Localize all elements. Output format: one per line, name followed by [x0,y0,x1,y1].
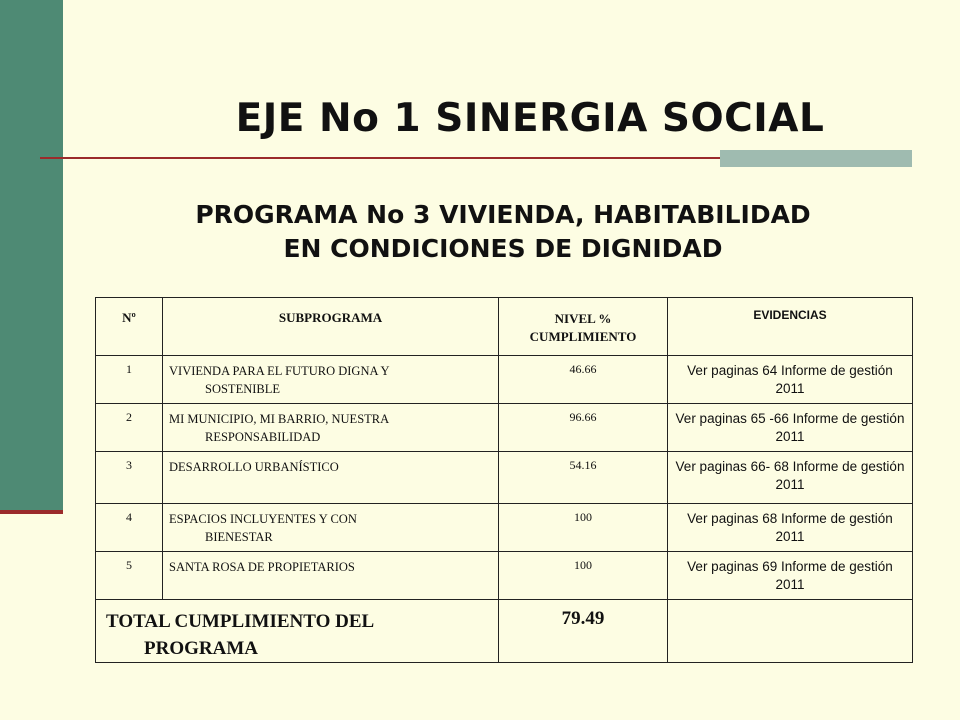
total-label-line-2: PROGRAMA [144,638,258,659]
subtitle-line-1: PROGRAMA No 3 VIVIENDA, HABITABILIDAD [195,200,811,229]
row-evidencia: Ver paginas 68 Informe de gestión 2011 [668,504,913,552]
row-nivel: 96.66 [499,404,668,452]
row-subprograma [163,404,499,452]
row-subprograma-line-2: SOSTENIBLE [205,382,280,396]
row-number: 4 [96,504,163,552]
row-subprograma-line-1: SANTA ROSA DE PROPIETARIOS [169,560,355,574]
header-nivel-line-2: CUMPLIMIENTO [529,329,637,344]
slide-subtitle [100,198,906,266]
side-accent-line [0,510,63,514]
side-accent-bar [0,0,63,512]
table-header-row [96,298,913,356]
table-row [96,504,913,552]
total-label-line-1: TOTAL CUMPLIMIENTO DEL [106,611,375,632]
table-row [96,356,913,404]
row-evidencia: Ver paginas 64 Informe de gestión 2011 [668,356,913,404]
row-subprograma-line-2: BIENESTAR [205,530,273,544]
header-nivel-line-1: NIVEL % [554,311,612,326]
row-number: 1 [96,356,163,404]
row-number: 5 [96,552,163,600]
row-subprograma-line-1: DESARROLLO URBANÍSTICO [169,460,339,474]
total-evidencia [668,600,913,663]
row-evidencia: Ver paginas 66- 68 Informe de gestión 2011 [668,452,913,504]
total-row [96,600,913,663]
table-row [96,404,913,452]
slide-title: EJE No 1 SINERGIA SOCIAL [235,96,825,141]
row-subprograma [163,504,499,552]
total-label [96,600,499,663]
row-subprograma [163,452,499,504]
row-evidencia: Ver paginas 65 -66 Informe de gestión 2011 [668,404,913,452]
header-nivel-cumplimiento [499,298,668,356]
total-value: 79.49 [499,600,668,663]
row-number: 3 [96,452,163,504]
row-nivel: 100 [499,504,668,552]
table-row [96,552,913,600]
header-subprograma: SUBPROGRAMA [163,298,499,356]
row-subprograma-line-1: MI MUNICIPIO, MI BARRIO, NUESTRA [169,412,390,426]
title-accent-block [720,150,912,167]
row-subprograma [163,356,499,404]
row-subprograma [163,552,499,600]
row-nivel: 54.16 [499,452,668,504]
row-nivel: 46.66 [499,356,668,404]
row-nivel: 100 [499,552,668,600]
row-number: 2 [96,404,163,452]
row-subprograma-line-1: ESPACIOS INCLUYENTES Y CON [169,512,357,526]
program-table [95,297,913,663]
header-evidencias: EVIDENCIAS [668,298,913,356]
row-evidencia: Ver paginas 69 Informe de gestión 2011 [668,552,913,600]
row-subprograma-line-2: RESPONSABILIDAD [205,430,321,444]
header-number: Nº [96,298,163,356]
subtitle-line-2: EN CONDICIONES DE DIGNIDAD [283,234,723,263]
row-subprograma-line-1: VIVIENDA PARA EL FUTURO DIGNA Y [169,364,390,378]
table-row [96,452,913,504]
